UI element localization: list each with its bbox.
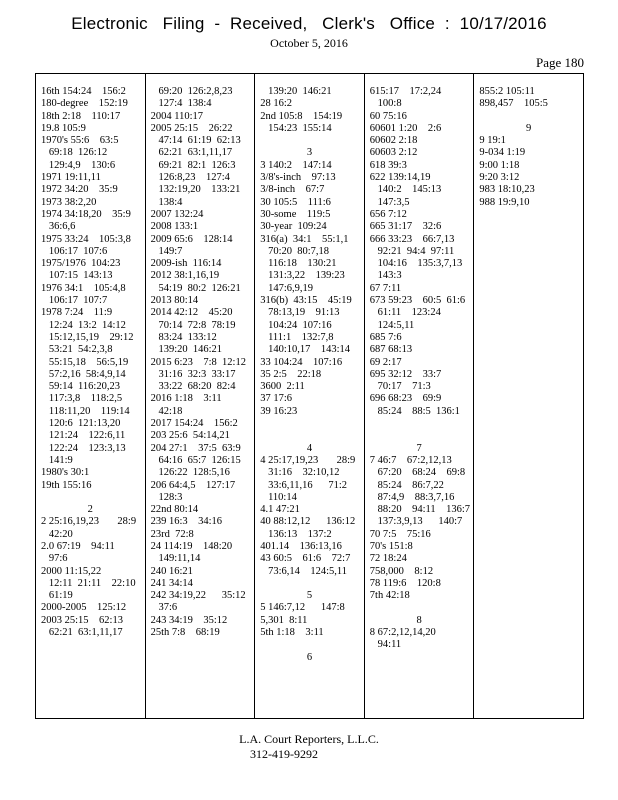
index-entry: 2009-ish 116:14 xyxy=(150,258,222,270)
blank-line xyxy=(260,430,364,442)
index-entry: 73:6,14 124:5,11 xyxy=(260,565,348,577)
index-entry: 37:6 xyxy=(150,602,178,614)
index-entry: 2000-2005 125:12 xyxy=(41,602,127,614)
index-entry: 5 146:7,12 147:8 xyxy=(260,602,345,614)
index-entry: 401.14 136:13,16 xyxy=(260,540,342,552)
index-entry: 316(b) 43:15 45:19 xyxy=(260,295,352,307)
index-entry: 2015 6:23 7:8 12:12 xyxy=(150,356,246,368)
index-column-3 xyxy=(255,74,365,718)
index-entry: 2009 65:6 128:14 xyxy=(150,233,233,245)
index-entry: 147:3,5 xyxy=(369,196,410,208)
index-entry: 127:4 138:4 xyxy=(150,98,212,110)
index-entry: 92:21 94:4 97:11 xyxy=(369,245,455,257)
index-entry: 2000 11:15,22 xyxy=(41,565,102,577)
index-entry: 2008 133:1 xyxy=(150,221,199,233)
index-entry: 70 7:5 75:16 xyxy=(369,528,431,540)
index-entry: 107:15 143:13 xyxy=(41,270,113,282)
index-entry: 122:24 123:3,13 xyxy=(41,442,126,454)
index-entry: 116:18 130:21 xyxy=(260,258,337,270)
index-entry: 69:18 126:12 xyxy=(41,147,108,159)
index-entry: 1973 38:2,20 xyxy=(41,196,97,208)
filing-stamp-title: Electronic Filing - Received, Clerk's Office : 10/17/2016 xyxy=(71,14,547,33)
index-entry: 2 25:16,19,23 28:9 xyxy=(41,516,137,528)
index-entry: 898,457 105:5 xyxy=(479,98,548,110)
court-reporter-name: L.A. Court Reporters, L.L.C. xyxy=(239,732,379,746)
index-entry: 19th 155:16 xyxy=(41,479,92,491)
index-entry: 97:6 xyxy=(41,553,68,565)
index-entry: 140:2 145:13 xyxy=(369,184,442,196)
index-entry: 121:24 122:6,11 xyxy=(41,430,126,442)
index-entry: 2017 154:24 156:2 xyxy=(150,418,238,430)
index-column-2 xyxy=(146,74,256,718)
index-entry: 3/8's-inch 97:13 xyxy=(260,172,336,184)
index-entry: 70:20 80:7,18 xyxy=(260,245,330,257)
index-entry: 106:17 107:7 xyxy=(41,295,108,307)
index-entry: 7th 42:18 xyxy=(369,590,410,602)
index-entry: 67 7:11 xyxy=(369,282,402,294)
index-entry: 42:20 xyxy=(41,528,73,540)
index-entry: 1976 34:1 105:4,8 xyxy=(41,282,126,294)
index-entry: 1974 34:18,20 35:9 xyxy=(41,208,131,220)
index-entry: 243 34:19 35:12 xyxy=(150,614,228,626)
index-entry: 55:15,18 56:5,19 xyxy=(41,356,129,368)
index-entry: 9:00 1:18 xyxy=(479,159,520,171)
index-entry: 665 31:17 32:6 xyxy=(369,221,442,233)
index-entry: 2003 25:15 62:13 xyxy=(41,614,123,626)
index-entry: 67:20 68:24 69:8 xyxy=(369,467,466,479)
index-column-1 xyxy=(36,74,146,718)
index-entry: 54:19 80:2 126:21 xyxy=(150,282,241,294)
index-column-4 xyxy=(365,74,475,718)
index-entry: 117:3,8 118:2,5 xyxy=(41,393,123,405)
index-entry: 43 60:5 61:6 72:7 xyxy=(260,553,351,565)
word-index-table xyxy=(35,73,584,719)
index-entry: 2012 38:1,16,19 xyxy=(150,270,220,282)
index-entry: 69 2:17 xyxy=(369,356,402,368)
section-heading: 5 xyxy=(306,590,313,602)
index-entry: 1980's 30:1 xyxy=(41,467,90,479)
index-entry: 69:21 82:1 126:3 xyxy=(150,159,236,171)
index-entry: 126:22 128:5,16 xyxy=(150,467,230,479)
index-entry: 9-034 1:19 xyxy=(479,147,526,159)
index-entry: 149:7 xyxy=(150,245,183,257)
index-entry: 12:11 21:11 22:10 xyxy=(41,577,136,589)
index-entry: 37 17:6 xyxy=(260,393,292,405)
index-entry: 2013 80:14 xyxy=(150,295,199,307)
index-entry: 60602 2:18 xyxy=(369,135,418,147)
index-entry: 39 16:23 xyxy=(260,405,298,417)
index-entry: 139:20 146:21 xyxy=(150,344,223,356)
index-entry: 140:10,17 143:14 xyxy=(260,344,351,356)
index-entry: 4 25:17,19,23 28:9 xyxy=(260,454,356,466)
index-entry: 106:17 107:6 xyxy=(41,245,108,257)
index-entry: 59:14 116:20,23 xyxy=(41,381,120,393)
index-entry: 147:6,9,19 xyxy=(260,282,313,294)
index-entry: 33:6,11,16 71:2 xyxy=(260,479,348,491)
index-entry: 241 34:14 xyxy=(150,577,193,589)
index-entry: 31:16 32:3 33:17 xyxy=(150,368,236,380)
section-heading: 7 xyxy=(416,442,422,454)
index-entry: 5,301 8:11 xyxy=(260,614,308,626)
index-entry: 2.0 67:19 94:11 xyxy=(41,540,115,552)
index-entry: 143:3 xyxy=(369,270,402,282)
index-entry: 30-some 119:5 xyxy=(260,208,331,220)
index-entry: 18th 2:18 110:17 xyxy=(41,110,121,122)
index-entry: 316(a) 34:1 55:1,1 xyxy=(260,233,349,245)
index-entry: 615:17 17:2,24 xyxy=(369,86,442,97)
index-entry: 1972 34:20 35:9 xyxy=(41,184,118,196)
blank-line xyxy=(370,430,474,442)
index-entry: 129:4,9 130:6 xyxy=(41,159,116,171)
index-entry: 180-degree 152:19 xyxy=(41,98,128,110)
index-entry: 57:2,16 58:4,9,14 xyxy=(41,368,126,380)
index-entry: 206 64:4,5 127:17 xyxy=(150,479,236,491)
index-entry: 124:5,11 xyxy=(369,319,415,331)
blank-line xyxy=(479,111,583,123)
index-entry: 42:18 xyxy=(150,405,183,417)
index-entry: 25th 7:8 68:19 xyxy=(150,627,220,639)
index-entry: 40 88:12,12 136:12 xyxy=(260,516,356,528)
index-entry: 2016 1:18 3:11 xyxy=(150,393,222,405)
index-entry: 83:24 133:12 xyxy=(150,331,217,343)
index-entry: 2007 132:24 xyxy=(150,208,204,220)
index-entry: 70:17 71:3 xyxy=(369,381,431,393)
blank-line xyxy=(260,135,364,147)
index-entry: 60603 2:12 xyxy=(369,147,418,159)
index-entry: 87:4,9 88:3,7,16 xyxy=(369,491,455,503)
blank-line xyxy=(370,602,474,614)
index-entry: 1970's 55:6 63:5 xyxy=(41,135,119,147)
index-entry: 31:16 32:10,12 xyxy=(260,467,340,479)
index-entry: 24 114:19 148:20 xyxy=(150,540,233,552)
index-entry: 88:20 94:11 136:7 xyxy=(369,504,471,516)
index-entry: 126:8,23 127:4 xyxy=(150,172,230,184)
index-entry: 239 16:3 34:16 xyxy=(150,516,223,528)
index-entry: 78 119:6 120:8 xyxy=(369,577,441,589)
hearing-date: October 5, 2016 xyxy=(270,36,348,50)
index-entry: 70:14 72:8 78:19 xyxy=(150,319,236,331)
index-entry: 203 25:6 54:14,21 xyxy=(150,430,230,442)
blank-line xyxy=(260,418,364,430)
index-entry: 2005 25:15 26:22 xyxy=(150,122,233,134)
index-entry: 687 68:13 xyxy=(369,344,413,356)
index-entry: 8 67:2,12,14,20 xyxy=(369,627,436,639)
index-entry: 60 75:16 xyxy=(369,110,407,122)
index-entry: 695 32:12 33:7 xyxy=(369,368,442,380)
index-entry: 2004 110:17 xyxy=(150,110,203,122)
index-entry: 138:4 xyxy=(150,196,183,208)
index-entry: 2nd 105:8 154:19 xyxy=(260,110,343,122)
index-entry: 242 34:19,22 35:12 xyxy=(150,590,246,602)
court-reporter-phone: 312-419-9292 xyxy=(250,747,318,761)
blank-line xyxy=(41,492,145,504)
index-entry: 4.1 47:21 xyxy=(260,504,300,516)
index-entry: 36:6,6 xyxy=(41,221,76,233)
index-entry: 7 46:7 67:2,12,13 xyxy=(369,454,452,466)
index-entry: 118:11,20 119:14 xyxy=(41,405,130,417)
index-entry: 47:14 61:19 62:13 xyxy=(150,135,241,147)
section-heading: 2 xyxy=(87,504,93,516)
index-entry: 30-year 109:24 xyxy=(260,221,327,233)
index-entry: 61:19 xyxy=(41,590,73,602)
index-entry: 3600 2:11 xyxy=(260,381,305,393)
index-entry: 15:12,15,19 29:12 xyxy=(41,331,134,343)
index-entry: 16th 154:24 156:2 xyxy=(41,86,126,97)
index-entry: 685 7:6 xyxy=(369,331,402,343)
index-entry: 149:11,14 xyxy=(150,553,201,565)
index-entry: 988 19:9,10 xyxy=(479,196,530,208)
index-entry: 128:3 xyxy=(150,491,183,503)
index-entry: 1975/1976 104:23 xyxy=(41,258,121,270)
index-entry: 855:2 105:11 xyxy=(479,86,535,97)
index-entry: 656 7:12 xyxy=(369,208,407,220)
index-entry: 240 16:21 xyxy=(150,565,193,577)
index-entry: 85:24 86:7,22 xyxy=(369,479,444,491)
index-entry: 1971 19:11,11 xyxy=(41,172,101,184)
index-entry: 78:13,19 91:13 xyxy=(260,307,340,319)
index-entry: 33 104:24 107:16 xyxy=(260,356,343,368)
blank-line xyxy=(370,418,474,430)
index-entry: 204 27:1 37:5 63:9 xyxy=(150,442,241,454)
index-entry: 1975 33:24 105:3,8 xyxy=(41,233,131,245)
index-entry: 141:9 xyxy=(41,454,73,466)
index-entry: 1978 7:24 11:9 xyxy=(41,307,113,319)
index-entry: 12:24 13:2 14:12 xyxy=(41,319,126,331)
index-entry: 62:21 63:1,11,17 xyxy=(150,147,233,159)
index-entry: 104:24 107:16 xyxy=(260,319,332,331)
index-entry: 22nd 80:14 xyxy=(150,504,199,516)
index-entry: 132:19,20 133:21 xyxy=(150,184,241,196)
index-entry: 131:3,22 139:23 xyxy=(260,270,345,282)
index-entry: 70's 151:8 xyxy=(369,540,413,552)
section-heading: 3 xyxy=(306,147,313,159)
index-entry: 35 2:5 22:18 xyxy=(260,368,322,380)
index-entry: 72 18:24 xyxy=(369,553,407,565)
index-entry: 3/8-inch 67:7 xyxy=(260,184,325,196)
index-entry: 983 18:10,23 xyxy=(479,184,535,196)
index-entry: 64:16 65:7 126:15 xyxy=(150,454,241,466)
index-entry: 3 140:2 147:14 xyxy=(260,159,332,171)
section-heading: 8 xyxy=(416,614,422,626)
index-entry: 618 39:3 xyxy=(369,159,407,171)
index-entry: 622 139:14,19 xyxy=(369,172,431,184)
index-entry: 696 68:23 69:9 xyxy=(369,393,442,405)
section-heading: 9 xyxy=(526,122,532,134)
blank-line xyxy=(260,639,364,651)
index-entry: 30 105:5 111:6 xyxy=(260,196,331,208)
index-entry: 85:24 88:5 136:1 xyxy=(369,405,460,417)
index-entry: 666 33:23 66:7,13 xyxy=(369,233,455,245)
index-entry: 2014 42:12 45:20 xyxy=(150,307,233,319)
blank-line xyxy=(260,578,364,590)
index-entry: 69:20 126:2,8,23 xyxy=(150,86,233,97)
index-entry: 9 19:1 xyxy=(479,135,506,147)
index-entry: 9:20 3:12 xyxy=(479,172,520,184)
section-heading: 6 xyxy=(306,651,313,663)
index-entry: 33:22 68:20 82:4 xyxy=(150,381,236,393)
index-entry: 111:1 132:7,8 xyxy=(260,331,334,343)
page-number: Page 180 xyxy=(535,55,584,70)
index-entry: 110:14 xyxy=(260,491,297,503)
index-entry: 23rd 72:8 xyxy=(150,528,194,540)
index-entry: 139:20 146:21 xyxy=(260,86,332,97)
index-entry: 154:23 155:14 xyxy=(260,122,332,134)
index-entry: 120:6 121:13,20 xyxy=(41,418,121,430)
section-heading: 4 xyxy=(306,442,313,454)
index-entry: 62:21 63:1,11,17 xyxy=(41,627,123,639)
index-entry: 94:11 xyxy=(369,639,402,651)
index-entry: 673 59:23 60:5 61:6 xyxy=(369,295,466,307)
index-entry: 758,000 8:12 xyxy=(369,565,434,577)
index-entry: 136:13 137:2 xyxy=(260,528,332,540)
index-entry: 61:11 123:24 xyxy=(369,307,441,319)
index-entry: 5th 1:18 3:11 xyxy=(260,627,324,639)
index-column-5 xyxy=(474,74,583,718)
index-entry: 100:8 xyxy=(369,98,402,110)
index-entry: 60601 1:20 2:6 xyxy=(369,122,442,134)
index-entry: 137:3,9,13 140:7 xyxy=(369,516,463,528)
index-entry: 19.8 105:9 xyxy=(41,122,86,134)
index-entry: 28 16:2 xyxy=(260,98,292,110)
index-entry: 104:16 135:3,7,13 xyxy=(369,258,463,270)
index-entry: 53:21 54:2,3,8 xyxy=(41,344,113,356)
